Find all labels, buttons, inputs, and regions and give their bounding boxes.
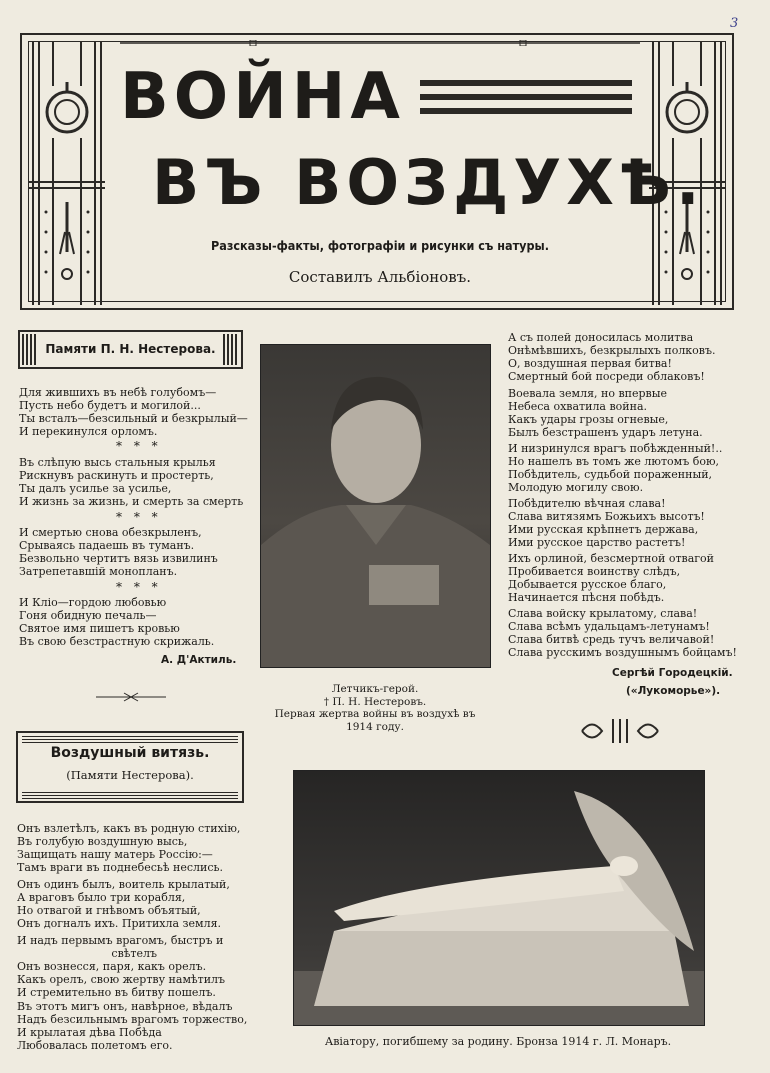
poem-signature: Сергѣй Городецкій. xyxy=(612,667,733,679)
statue-photo xyxy=(293,770,705,1026)
poem-source: («Лукоморье»). xyxy=(626,685,721,697)
statue-caption: Авіатору, погибшему за родину. Бронза 1914 г. Л. Монаръ. xyxy=(324,1035,672,1048)
caption-line: Первая жертва войны въ воздухѣ въ xyxy=(274,708,476,720)
masthead-top-rule xyxy=(120,40,640,46)
poem-signature: А. Д'Актиль. xyxy=(161,654,237,666)
caption-line: † П. Н. Нестеровъ. xyxy=(323,695,427,708)
stanza-separator: * * * xyxy=(116,439,162,453)
portrait-figure xyxy=(261,345,490,667)
poem-stanza: Въ этотъ мигъ онъ, навѣрное, вѣдалъ Надъ безсильнымъ врагомъ торжество, И крылатая дѣва Побѣда Любовалась полетомъ его. xyxy=(17,1000,248,1053)
statue-figure xyxy=(294,771,704,1025)
poem-stanza: Въ слѣпую высь стальныя крылья Рискнувъ раскинуть и простерть, Ты далъ усилье за усилье, И жизнь за жизнь, и смерть за смерть xyxy=(19,456,244,509)
poem-stanza: И надъ первымъ врагомъ, быстръ и свѣтелъ Онъ вознесся, паря, какъ орелъ. Какъ орелъ, свою жертву намѣтилъ И стремительно въ битву пошелъ. xyxy=(17,934,226,1000)
masthead-title-line1: ВОЙНА xyxy=(120,60,405,134)
fleuron-divider xyxy=(96,692,166,702)
heading-stripes-right xyxy=(223,334,239,365)
masthead-author: Составилъ Альбіоновъ. xyxy=(288,268,472,286)
heading-stripes-bottom xyxy=(22,791,238,799)
poem-stanza: И Кліо—гордою любовью Гоня обидную печаль— Святое имя пишетъ кровью Въ свою безстрастную скрижаль. xyxy=(19,596,215,649)
poem-stanza: Слава войску крылатому, слава! Слава всѣмъ удальцамъ-летунамъ! Слава битвѣ средь тучъ величавой! Слава русскимъ воздушнымъ бойцамъ! xyxy=(508,607,737,660)
poem-stanza: И низринулся врагъ побѣжденный!.. Но нашелъ въ томъ же лютомъ бою, Побѣдитель, судьбой пораженный, Молодую могилу свою. xyxy=(508,442,723,495)
poem-subheading: (Памяти Нестерова). xyxy=(66,768,194,782)
poem-stanza: Для жившихъ въ небѣ голубомъ— Пусть небо будетъ и могилой... Ты всталъ—безсильный и безкрылый— И перекинулся орломъ. xyxy=(19,386,248,439)
caption-line: 1914 году. xyxy=(346,720,404,733)
ornament-divider xyxy=(577,716,663,746)
stanza-separator: * * * xyxy=(116,510,162,524)
masthead-title-line2: ВЪ ВОЗДУХѢ. xyxy=(152,146,705,219)
masthead-subtitle: Разсказы-факты, фотографіи и рисунки съ натуры. xyxy=(211,238,549,253)
left-ornament xyxy=(29,42,105,305)
caption-line: Летчикъ-герой. xyxy=(331,683,419,695)
title-bars xyxy=(420,80,632,122)
poem-heading-box xyxy=(16,731,244,803)
heading-stripes-top xyxy=(22,735,238,743)
poem-stanza: Онъ взлетѣлъ, какъ въ родную стихію, Въ голубую воздушную высь, Защищать нашу матерь Россію:— Тамъ враги въ поднебесьѣ неслись. xyxy=(17,822,241,875)
stanza-separator: * * * xyxy=(116,580,162,594)
poem-heading: Воздушный витязь. xyxy=(50,745,210,761)
portrait-photo xyxy=(260,344,491,668)
heading-stripes-left xyxy=(22,334,38,365)
poem-heading-box xyxy=(18,330,243,369)
poem-heading: Памяти П. Н. Нестерова. xyxy=(45,342,216,356)
poem-stanza: Побѣдителю вѣчная слава! Слава витязямъ Божьихъ высотъ! Ими русская крѣпнетъ держава, Ими русское царство растетъ! xyxy=(508,497,705,550)
page-number: 3 xyxy=(730,16,739,31)
poem-stanza: Воевала земля, но впервые Небеса охватила война. Какъ удары грозы огневые, Былъ безстрашенъ ударъ летуна. xyxy=(508,387,703,440)
poem-stanza: Онъ одинъ былъ, воитель крылатый, А враговъ было три корабля, Но отвагой и гнѣвомъ объятый, Онъ догналъ ихъ. Притихла земля. xyxy=(17,878,230,931)
poem-stanza: А съ полей доносилась молитва Онѣмѣвшихъ, безкрылыхъ полковъ. О, воздушная первая битва! Смертный бой посреди облаковъ! xyxy=(508,331,716,384)
poem-stanza: Ихъ орлиной, безсмертной отвагой Пробивается воинству слѣдъ, Добывается русское благо, Начинается пѣсня побѣдъ. xyxy=(508,552,714,605)
poem-stanza: И смертью снова обезкрыленъ, Срываясь падаешь въ туманъ. Безвольно чертитъ вязь извилинъ Затрепетавшій монопланъ. xyxy=(19,526,218,579)
portrait-caption xyxy=(262,683,488,733)
